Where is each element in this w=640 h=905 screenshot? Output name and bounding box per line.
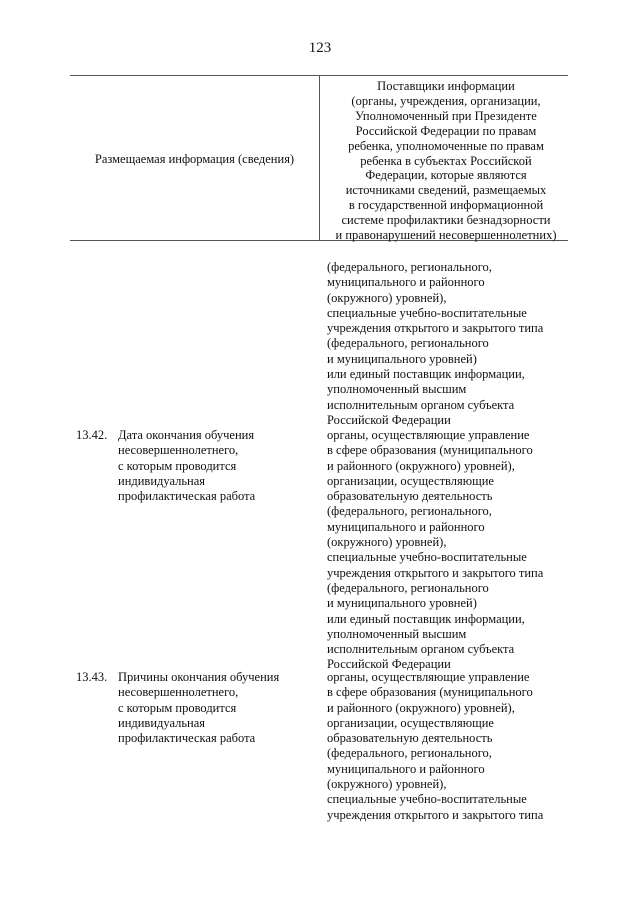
- text-line: органы, осуществляющие управление: [327, 428, 530, 442]
- text-line: специальные учебно-воспитательные: [327, 550, 527, 565]
- header-column-divider: [319, 76, 320, 240]
- text-line: Российской Федерации: [327, 657, 451, 672]
- text-line: и районного (окружного) уровней),: [327, 700, 515, 715]
- row-info-text: [118, 670, 318, 746]
- text-line: несовершеннолетнего,: [118, 443, 239, 458]
- row-number: 13.43.: [76, 670, 108, 684]
- text-line: (окружного) уровней),: [327, 777, 447, 792]
- text-line: образовательную деятельность: [327, 731, 493, 746]
- header-line: и правонарушений несовершеннолетних): [335, 228, 557, 243]
- header-line: в государственной информационной: [348, 198, 544, 213]
- text-line: Причины окончания обучения: [118, 670, 280, 684]
- text-line: в сфере образования (муниципального: [327, 443, 533, 458]
- header-line: Поставщики информации: [377, 79, 515, 93]
- text-line: (федерального, регионального,: [327, 260, 492, 274]
- row-supplier-text: [327, 670, 567, 823]
- text-line: несовершеннолетнего,: [118, 685, 239, 700]
- text-line: специальные учебно-воспитательные: [327, 305, 527, 320]
- text-line: (федерального, регионального,: [327, 504, 492, 519]
- header-line: системе профилактики безнадзорности: [341, 213, 551, 228]
- text-line: исполнительным органом субъекта: [327, 397, 515, 412]
- text-line: (окружного) уровней),: [327, 535, 447, 550]
- text-line: с которым проводится: [118, 458, 237, 473]
- text-line: в сфере образования (муниципального: [327, 685, 533, 700]
- text-line: индивидуальная: [118, 715, 206, 730]
- text-line: учреждения открытого и закрытого типа: [327, 321, 544, 336]
- text-line: или единый поставщик информации,: [327, 611, 525, 626]
- header-line: Уполномоченный при Президенте: [355, 108, 537, 123]
- text-line: уполномоченный высшим: [327, 382, 467, 397]
- text-line: образовательную деятельность: [327, 489, 493, 504]
- header-line: источниками сведений, размещаемых: [345, 183, 547, 198]
- text-line: и муниципального уровней): [327, 596, 477, 611]
- header-line: ребенка, уполномоченные по правам: [348, 138, 544, 153]
- header-line: Федерации, которые являются: [365, 168, 527, 183]
- text-line: (федерального, регионального: [327, 336, 489, 351]
- header-supplier-column: [326, 79, 566, 243]
- text-line: органы, осуществляющие управление: [327, 670, 530, 684]
- text-line: и муниципального уровней): [327, 351, 477, 366]
- row-number: 13.42.: [76, 428, 108, 442]
- text-line: (окружного) уровней),: [327, 290, 447, 305]
- text-line: учреждения открытого и закрытого типа: [327, 565, 544, 580]
- text-line: (федерального, регионального,: [327, 746, 492, 761]
- text-line: с которым проводится: [118, 700, 237, 715]
- row-supplier-text: [327, 428, 567, 673]
- text-line: учреждения открытого и закрытого типа: [327, 807, 544, 822]
- text-line: организации, осуществляющие: [327, 715, 494, 730]
- text-line: специальные учебно-воспитательные: [327, 792, 527, 807]
- header-line: ребенка в субъектах Российской: [360, 153, 532, 168]
- text-line: муниципального и районного: [327, 761, 485, 776]
- text-line: муниципального и районного: [327, 519, 485, 534]
- text-line: муниципального и районного: [327, 275, 485, 290]
- text-line: (федерального, регионального: [327, 580, 489, 595]
- text-line: Дата окончания обучения: [118, 428, 255, 442]
- header-info-column: Размещаемая информация (сведения): [94, 152, 295, 166]
- page-number: 123: [308, 40, 332, 56]
- continuation-supplier-text: [327, 260, 567, 428]
- text-line: Российской Федерации: [327, 412, 451, 427]
- header-line: Российской Федерации по правам: [355, 123, 537, 138]
- text-line: или единый поставщик информации,: [327, 367, 525, 382]
- text-line: и районного (окружного) уровней),: [327, 458, 515, 473]
- text-line: уполномоченный высшим: [327, 626, 467, 641]
- header-line: (органы, учреждения, организации,: [351, 93, 541, 108]
- text-line: исполнительным органом субъекта: [327, 642, 515, 657]
- text-line: организации, осуществляющие: [327, 473, 494, 488]
- row-info-text: [118, 428, 318, 504]
- text-line: индивидуальная: [118, 473, 206, 488]
- text-line: профилактическая работа: [118, 731, 256, 746]
- text-line: профилактическая работа: [118, 489, 256, 504]
